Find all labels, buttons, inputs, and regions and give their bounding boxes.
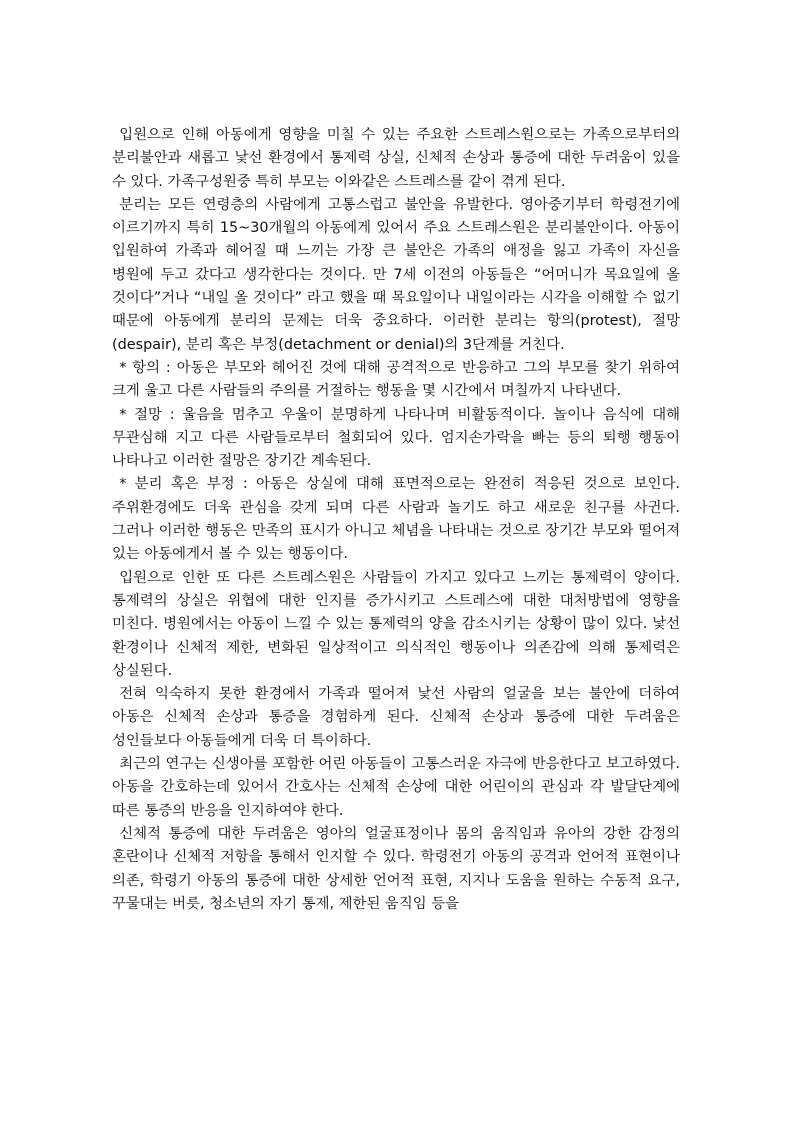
paragraph-bodily-injury: 전혀 익숙하지 못한 환경에서 가족과 떨어져 낯선 사람의 얼굴을 보는 불안에 더하여 아동은 신체적 손상과 통증을 경험하게 된다. 신체적 손상과 통증에 대한 두려움은 성인들보다 아동들에게 더욱 더 특이하다.	[112, 686, 680, 749]
paragraph-recent-research: 최근의 연구는 신생아를 포함한 어린 아동들이 고통스러운 자극에 반응한다고 보고하였다. 아동을 간호하는데 있어서 간호사는 신체적 손상에 대한 어린이의 관심과 각 발달단계에 따른 통증의 반응을 인지하여야 한다.	[112, 756, 680, 819]
paragraph-separation-anxiety: 분리는 모든 연령층의 사람에게 고통스럽고 불안을 유발한다. 영아중기부터 학령전기에 이르기까지 특히 15~30개월의 아동에게 있어서 주요 스트레스원은 분리불안이다. 아동이 입원하여 가족과 헤어질 때 느끼는 가장 큰 불안은 가족의 애정을 잃고 가족이 자신을 병원에 두고 갔다고 생각한다는 것이다. 만 7세 이전의 아동들은 “어머니가 목요일에 올 것이다”거나 “내일 올 것이다” 라고 했을 때 목요일이나 내일이라는 시각을 이해할 수 없기 때문에 아동에게 분리의 문제는 더욱 중요하다. 이러한 분리는 항의(protest), 절망(despair), 분리 혹은 부정(detachment or denial)의 3단계를 거친다.	[112, 196, 680, 353]
paragraph-loss-of-control: 입원으로 인한 또 다른 스트레스원은 사람들이 가지고 있다고 느끼는 통제력이 양이다. 통제력의 상실은 위협에 대한 인지를 증가시키고 스트레스에 대한 대처방법에 영향을 미친다. 병원에서는 아동이 느낄 수 있는 통제력의 양을 감소시키는 상황이 많이 있다. 낯선 환경이나 신체적 제한, 변화된 일상적이고 의식적인 행동이나 의존감에 의해 통제력은 상실된다.	[112, 569, 680, 679]
paragraph-protest-stage: * 항의 : 아동은 부모와 헤어진 것에 대해 공격적으로 반응하고 그의 부모를 찾기 위하여 크게 울고 다른 사람들의 주의를 거절하는 행동을 몇 시간에서 며칠까지 나타낸다.	[112, 359, 680, 400]
paragraph-intro-stressors: 입원으로 인해 아동에게 영향을 미칠 수 있는 주요한 스트레스원으로는 가족으로부터의 분리불안과 새롭고 낯선 환경에서 통제력 상실, 신체적 손상과 통증에 대한 두려움이 있을 수 있다. 가족구성원중 특히 부모는 이와같은 스트레스를 같이 겪게 된다.	[112, 127, 680, 190]
paragraph-pain-fear-signs: 신체적 통증에 대한 두려움은 영아의 얼굴표정이나 몸의 움직임과 유아의 강한 감정의 혼란이나 신체적 저항을 통해서 인지할 수 있다. 학령전기 아동의 공격과 언어적 표현이나 의존, 학령기 아동의 통증에 대한 상세한 언어적 표현, 지지나 도움을 원하는 수동적 요구, 꾸물대는 버릇, 청소년의 자기 통제, 제한된 움직임 등을	[112, 825, 680, 912]
paragraph-despair-stage: * 절망 : 울음을 멈추고 우울이 분명하게 나타나며 비활동적이다. 놀이나 음식에 대해 무관심해 지고 다른 사람들로부터 철회되어 있다. 엄지손가락을 빠는 등의 퇴행 행동이 나타나고 이러한 절망은 장기간 계속된다.	[112, 406, 680, 470]
paragraph-detachment-stage: * 분리 혹은 부정 : 아동은 상실에 대해 표면적으로는 완전히 적응된 것으로 보인다. 주위환경에도 더욱 관심을 갖게 되며 다른 사람과 놀기도 하고 새로운 친구를 사귄다. 그러나 이러한 행동은 만족의 표시가 아니고 체념을 나타내는 것으로 장기간 부모와 떨어져 있는 아동에게서 볼 수 있는 행동이다.	[112, 476, 680, 563]
document-body	[112, 124, 680, 916]
